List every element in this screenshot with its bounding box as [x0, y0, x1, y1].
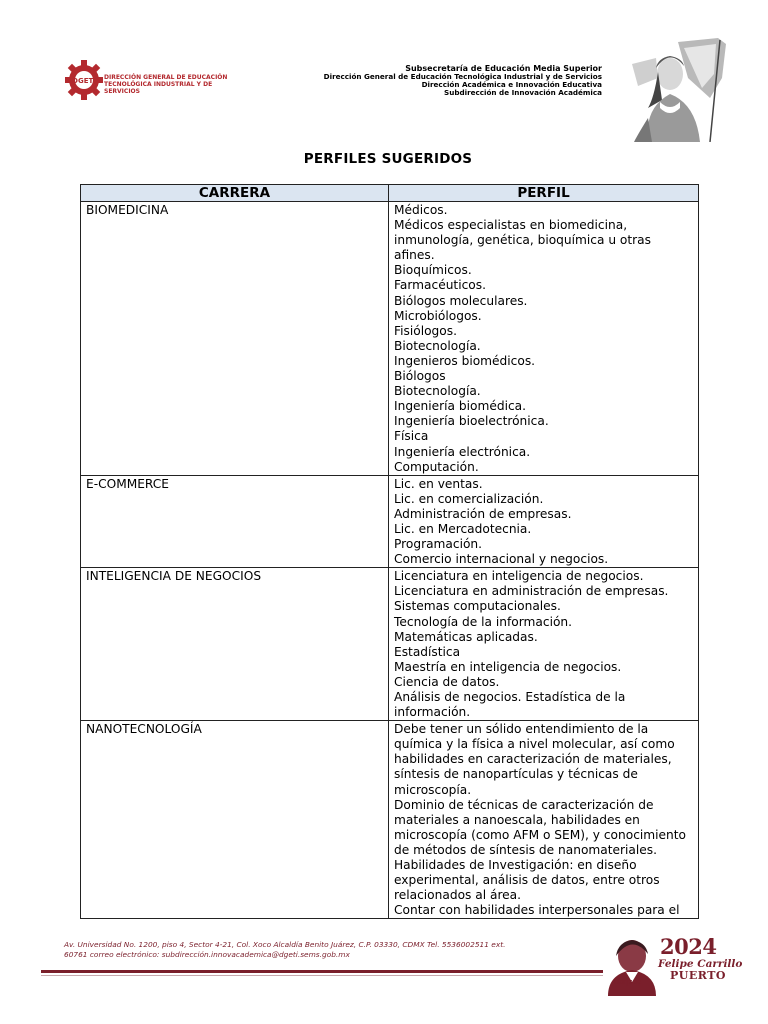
perfil-line: Matemáticas aplicadas.: [394, 629, 538, 644]
logo-text-line2: TECNOLÓGICA INDUSTRIAL Y DE SERVICIOS: [104, 81, 213, 95]
footer-logo-prefix: mx|sec: [614, 978, 642, 986]
perfil-cell: [389, 568, 699, 721]
perfil-line: Licenciatura en administración de empresas.: [394, 584, 669, 599]
perfil-line: Contar con habilidades interpersonales para el: [394, 903, 680, 918]
footer-divider-thin: [41, 975, 603, 976]
perfil-line: Ingeniería biomédica.: [394, 399, 527, 414]
perfil-line: Licenciatura en inteligencia de negocios.: [394, 569, 644, 584]
profiles-table: [80, 184, 699, 919]
perfil-line: Lic. en ventas.: [394, 476, 483, 491]
footer-address: [64, 940, 564, 960]
perfil-line: Debe tener un sólido entendimiento de la química y la física a nivel molecular, así como habilidades en caracterización de materiales, síntesis de nanopartículas y técnicas de microscopía.: [394, 722, 675, 797]
carrera-cell: NANOTECNOLOGÍA: [81, 721, 389, 919]
table-row-nanotecnologia: [81, 721, 699, 919]
perfil-line: Biólogos moleculares.: [394, 293, 528, 308]
heroine-portrait-icon: [618, 38, 730, 142]
header-perfil: PERFIL: [389, 185, 699, 202]
perfil-line: Lic. en Mercadotecnia.: [394, 521, 532, 536]
perfil-line: Biotecnología.: [394, 338, 481, 353]
perfil-cell: [389, 721, 699, 919]
table-row-biomedicina: [81, 202, 699, 476]
perfil-line: Análisis de negocios. Estadística de la información.: [394, 690, 626, 720]
perfil-line: Ingenieros biomédicos.: [394, 353, 536, 368]
perfil-clip: [394, 722, 693, 918]
perfil-line: Lic. en comercialización.: [394, 491, 544, 506]
header-carrera: CARRERA: [81, 185, 389, 202]
perfil-line: Administración de empresas.: [394, 506, 572, 521]
footer-divider: [41, 970, 603, 973]
perfil-cell: [389, 202, 699, 476]
carrera-cell: BIOMEDICINA: [81, 202, 389, 476]
logo-initials: DGETI: [72, 77, 96, 85]
perfil-line: Habilidades de Investigación: en diseño experimental, análisis de datos, entre otros relacionados al área.: [394, 858, 660, 903]
perfil-cell: [389, 475, 699, 568]
perfil-line: Médicos.: [394, 203, 448, 217]
logo-text: [104, 74, 244, 95]
logo-text-line1: DIRECCIÓN GENERAL DE EDUCACIÓN: [104, 74, 228, 81]
carrera-cell: E-COMMERCE: [81, 475, 389, 568]
perfil-line: Comercio internacional y negocios.: [394, 552, 609, 567]
header-line-2: Dirección General de Educación Tecnológica Industrial y de Servicios: [323, 72, 602, 81]
perfil-line: Computación.: [394, 459, 479, 474]
perfil-line: Programación.: [394, 537, 483, 552]
perfil-line: Biólogos: [394, 369, 446, 384]
perfil-line: Ingeniería bioelectrónica.: [394, 414, 549, 429]
perfil-line: Ingeniería electrónica.: [394, 444, 531, 459]
table-row-ecommerce: [81, 475, 699, 568]
footer-logo-year: 2024: [660, 934, 717, 959]
perfil-line: Bioquímicos.: [394, 263, 472, 278]
perfil-line: Dominio de técnicas de caracterización de materiales a nanoescala, habilidades en microscopía (como AFM o SEM), y conocimiento de métodos de síntesis de nanomateriales.: [394, 797, 686, 857]
carrera-cell: INTELIGENCIA DE NEGOCIOS: [81, 568, 389, 721]
perfil-line: Farmacéuticos.: [394, 278, 486, 293]
footer-logo-name: Felipe Carrillo: [658, 958, 743, 970]
perfil-line: Biotecnología.: [394, 384, 481, 399]
perfil-line: Maestría en inteligencia de negocios.: [394, 659, 622, 674]
perfil-line: Fisiólogos.: [394, 323, 457, 338]
footer-logo-place: PUERTO: [670, 969, 726, 982]
table-row-inteligencia-negocios: [81, 568, 699, 721]
perfil-line: Física: [394, 429, 429, 444]
footer-address-line2: 60761 correo electrónico: subdirección.innovacademica@dgeti.sems.gob.mx: [64, 950, 350, 959]
perfil-line: Tecnología de la información.: [394, 614, 573, 629]
perfil-line: Estadística: [394, 644, 461, 659]
header-institution: [324, 64, 602, 97]
page-title: PERFILES SUGERIDOS: [303, 151, 473, 167]
perfil-line: Microbiólogos.: [394, 308, 482, 323]
gear-logo-icon: [64, 56, 104, 102]
perfil-line: Ciencia de datos.: [394, 674, 500, 689]
header-line-3: Dirección Académica e Innovación Educativa: [421, 80, 602, 89]
perfil-line: Sistemas computacionales.: [394, 599, 561, 614]
dgeti-logo: [64, 56, 228, 106]
footer-address-line1: Av. Universidad No. 1200, piso 4, Sector 4-21, Col. Xoco Alcaldía Benito Juárez, C.P. 03330, CDMX Tel. 5536002511 ext.: [64, 940, 506, 949]
perfil-line: Médicos especialistas en biomedicina, inmunología, genética, bioquímica u otras afines.: [394, 218, 651, 263]
header-line-1: Subsecretaría de Educación Media Superior: [405, 64, 602, 73]
table-header-row: [81, 185, 699, 202]
header-line-4: Subdirección de Innovación Académica: [444, 88, 602, 97]
